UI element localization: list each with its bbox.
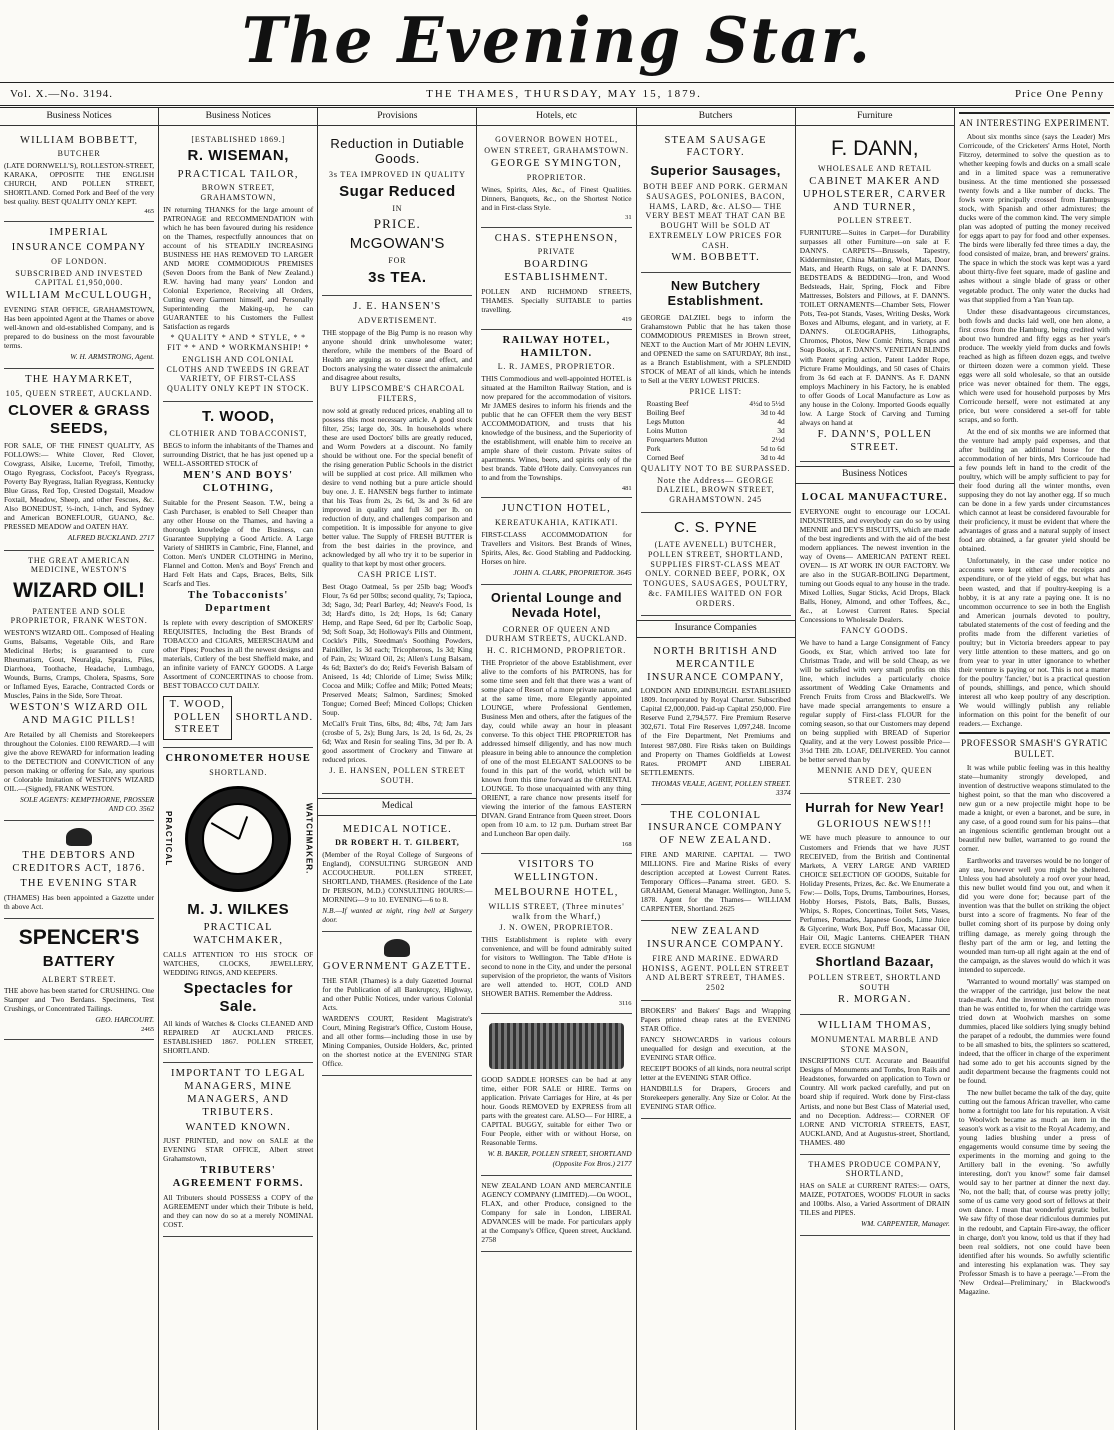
ad-headline: F. DANN,: [831, 136, 919, 160]
ad-title: VISITORS TO WELLINGTON.: [513, 859, 599, 884]
ad-title: THE COLONIAL INSURANCE COMPANY OF NEW ZEALAND.: [648, 809, 783, 847]
article-paragraph: Earthworks and traverses would be no longer of any use, however well you might be sheltered. Unless you had absolutely a roof over your head, this new bullet would find you out, and when it did you were done for; because part of the invention was that the bullet on striking the object burst into a score of fragments. No fear of the bullet coming short of its purpose by doing only trifling damage, as merely going through the fleshy part of the arm or leg, and letting the wounded man turn-up all right again at the end of the campaign, as the slaves would do which it was intended to supercede.: [958, 856, 1110, 974]
ad-title: STEAM SAUSAGE FACTORY.: [664, 134, 767, 159]
price-list-row: [647, 453, 785, 462]
ad-signature: GEO. HARCOURT.: [95, 1015, 155, 1025]
ad-subtitle: ADVERTISEMENT.: [357, 316, 437, 326]
ad-sign-right: SHORTLAND.: [235, 711, 314, 723]
ad-signature: W. B. BAKER, POLLEN STREET, SHORTLAND (Opposite Fox Bros.) 2177: [487, 1149, 632, 1168]
ad-body: (Member of the Royal College of Surgeons of England), CONSULTING SURGEON AND ACCOUCHEUR. POLLEN STREET, SHORTLAND, THAMES. (Residence of the Late Dr PERSON, M.D.) CONSULTING HOURS:— MORNING—9 to 10. EVENING—6 to 8.: [322, 850, 473, 905]
ad-title: NORTH BRITISH AND MERCANTILE INSURANCE COMPANY,: [647, 645, 785, 683]
ad-thames-produce: [800, 1155, 950, 1237]
ad-address: KEREATUKAHIA, KATIKATI.: [494, 518, 619, 528]
ad-body: FOR SALE, OF THE FINEST QUALITY, AS FOLLOWS:— White Clover, Red Clover, Cowgrass, Alsike, Lucerne, Trefoil, Timothy, Otago Ryegrass, Cocksfoot, Pacey's Ryegrass, Poverty Bay Ryegrass, Italian Ryegrass, Kentucky Blue Grass, Red Top, Crested Dogstail, Meadow Foxtail, Meadow, Sheep, and other Fescues, &c. Also BONEDUST, ½-inch, 1-inch, and Sydney and American BONEFLOUR, GUANO, &c. PRESSED MEADOW and OATEN HAY.: [4, 441, 155, 532]
ad-body: We have to hand a Large Consignment of Fancy Goods, ex Star, which arrived too late for Christmas Trade, and will be sold Cheap, as we will be satisfied with very small profits on this line, which includes a particularly choice assortment of Wedding Cake Ornaments and French Fruits from Cross and Blackwell's. We have made special arrangements to ensure a regular supply of First-class FLOUR for the coming season, so that our Customers may depend on being supplied with BREAD of Superior Quality, and at the very Lowest possible Price— 3½d THE 2lb. LOAF, DELIVERED. You cannot be better served than by: [799, 637, 950, 765]
ad-body: IN returning THANKS for the large amount of PATRONAGE and RECOMMENDATION with which he has been favoured during his residence on the Thames, respectfully announces that on account of his STEADILY INCREASING BUSINESS HE HAS REMOVED TO LARGER AND MORE COMMODIOUS PREMISES (Seven Doors from the Bank of New Zealand.) R.W. having had many years' London and Colonial Experience, Receiving all Orders, Cutting every Garment himself, and Personally Superintending the Making-up, he can GUARANTEE to his Customers the Fullest Satisfaction as regards: [163, 204, 314, 332]
price-list-row: [647, 399, 785, 408]
ad-subtitle: FANCY GOODS.: [841, 626, 909, 636]
ad-number: 419: [621, 315, 632, 323]
ad-sign: [163, 694, 313, 742]
ad-number: 31: [625, 213, 632, 221]
ad-f-dann: [800, 130, 950, 463]
ad-headline: CLOVER & GRASS SEEDS,: [8, 401, 151, 437]
ad-address: ALBERT STREET.: [41, 974, 117, 984]
ad-agent-name: WILLIAM McCULLOUGH,: [5, 290, 153, 302]
ad-body: Is replete with every description of SMOKERS' REQUISITES, Including the Best Brands of TOBACCO and CIGARS, MEERSCHAUM and other Pipes; Pouches in all the newest designs and materials, Cutlery of the best Sheffield make, and an infinite variety of FANCY GOODS. A Large Assortment of CONCERTINAS to choose from. BEST TOBACCO CUT DAILY.: [163, 617, 314, 690]
ad-address: BROWN STREET, GRAHAMSTOWN,: [200, 183, 276, 203]
column-heading: Provisions: [318, 108, 476, 126]
ad-address: WILLIS STREET, (Three minutes' walk from the Wharf,): [488, 901, 625, 921]
ad-body: FIRE AND MARINE. EDWARD HONISS, AGENT. POLLEN STREET AND ALBERT STREET, THAMES. 2502: [641, 953, 790, 993]
ad-title: IMPERIAL: [49, 227, 109, 239]
ad-body: BOTH BEEF AND PORK. GERMAN SAUSAGES, POLONIES, BACON, HAMS, LARD, &c. ALSO— THE VERY BEST MEAT THAT CAN BE BOUGHT Will be SOLD AT EXTREMELY LOW PRICES FOR CASH.: [643, 182, 789, 250]
article-paragraph: At the end of six months we are informed that the venture had amply paid expenses, and that after building an additional house for the accommodation of her birds, Mrs Corricoude had a few pounds left in hand to the credit of the poultry, which will be amply sufficient to pay for their food during all the winter months, even supposing they do not lay another egg. If so much can be done in a few yards under circumstances which cannot at least be considered favourable for their proficiency, it must be evident that where the advantages of grass and a natural supply of insect food are obtained, a far greater yield should be obtained.: [958, 426, 1110, 554]
ad-title: GOVERNOR BOWEN HOTEL,: [495, 134, 618, 144]
ad-body: BEGS to inform the inhabitants of the Thames and surrounding District, that he has just opened up a WELL-ASSORTED STOCK of: [163, 440, 314, 468]
ad-body: THE above has been started for CRUSHING. One Stamper and Two Berdans. Specimens, Test Crushings, or Concentrated Tailings.: [4, 986, 155, 1014]
section-heading: Medical: [318, 798, 476, 816]
column-heading: Business Notices: [0, 108, 158, 126]
ad-title: CHAS. STEPHENSON,: [494, 232, 619, 244]
ad-title: MEDICAL NOTICE.: [342, 823, 452, 835]
ad-body: All Tributers should POSSESS a COPY of the AGREEMENT under which their Tribute is held, and they can now do so at a merely NOMINAL COST.: [163, 1193, 314, 1230]
ad-headline: McGOWAN'S: [349, 234, 445, 252]
ad-filters: BUY LIPSCOMBE'S CHARCOAL FILTERS,: [330, 384, 465, 403]
ad-t-wood: [163, 402, 313, 748]
ad-body: WESTON'S WIZARD OIL. Composed of Healing Gums, Balsams, Vegetable Oils, and Rare Medicinal Herbs; is guaranteed to cure Rheumatism, Gout, Neuralgia, Sprains, Piles, Diarrhoea, Toothache, Headache, Lumbago, Wounds, Burns, Cramps, Cholera, Spasms, Sore or Inflamed Eyes, Earache, Contracted Cords or Muscles, Pains in the Side, Sore Throat.: [4, 628, 155, 701]
ad-stephenson: [481, 228, 631, 330]
price-list-row: [647, 444, 785, 453]
royal-crest-icon: [66, 828, 92, 846]
ad-subtitle: WANTED KNOWN.: [185, 1121, 291, 1133]
ad-body: FIRST-CLASS ACCOMMODATION for Travellers and Visitors. Best Brands of Wines, Spirits, Ales, &c. Good Stabling and Paddocking. Horses on hire.: [481, 529, 632, 567]
ad-governor-bowen-hotel: [481, 130, 631, 228]
ad-body: CALLS ATTENTION TO HIS STOCK OF WATCHES, CLOCKS, JEWELLERY, WEDDING RINGS, AND KEEPERS.: [163, 949, 314, 977]
ad-local-manufacture: [800, 487, 950, 794]
ad-signature: JOHN A. CLARK, PROPRIETOR. 3645: [513, 568, 632, 578]
ad-body: (LATE DORNWELL'S), ROLLESTON-STREET, KARAKA, OPPOSITE THE ENGLISH CHURCH, AND POLLEN STREET, SHORTLAND. Corned Pork and Beef of the very best quality. BEST QUALITY ONLY KEPT.: [4, 161, 155, 207]
ad-address: POLLEN STREET, SHORTLAND SOUTH: [808, 972, 942, 992]
price-item: Forequarters Mutton: [646, 434, 708, 444]
ad-subtitle: PRIVATE: [537, 247, 576, 257]
price-list-row: [647, 426, 785, 435]
ad-body: POLLEN AND RICHMOND STREETS, THAMES. Specially SUITABLE to parties travelling.: [481, 286, 632, 314]
column-heading: Butchers: [637, 108, 795, 126]
article-paragraph: 'Warranted to wound mortally' was stamped on the wrapper of the cartridge, just below the neat trade-mark. And the inventor did not claim more than he was entitled to, for when the cartridge was tried down at Woolwich marshes on some dummies, placed like soldiers lying snugly behind the parapet of a redoubt, the dummies were found to be all smashed to bits, the splinters so scattered, indeed, that the officer in charge of the experiment had some ado to get his accounts signed by the audit department because the fragments could not be found.: [958, 976, 1110, 1085]
price-value: 4d: [777, 416, 785, 426]
ad-title: NEW ZEALAND INSURANCE COMPANY.: [647, 926, 785, 951]
ad-medical-notice: [322, 819, 472, 933]
ad-headline: TRIBUTERS' AGREEMENT FORMS.: [172, 1165, 304, 1190]
ad-headline: C. S. PYNE: [673, 518, 758, 536]
ad-subtitle: PROPRIETOR.: [526, 172, 587, 182]
ad-subtitle: 3s TEA IMPROVED IN QUALITY: [329, 170, 466, 180]
royal-crest-icon: [384, 939, 410, 957]
ad-body: GEORGE DALZIEL begs to inform the Grahamstown Public that he has taken those COMMODIOUS PREMISES in Brown street, NEXT to the Auction Mart of Mr JOHN LEVIN, and OPENED the same on SATURDAY, 8th inst., as a Branch Establishment, with a SPLENDID STOCK of MEAT of all kinds, which he intends to Sell at the VERY LOWEST PRICES.: [640, 312, 791, 385]
price-list-row: [647, 408, 785, 417]
price-item: Pork: [646, 443, 661, 453]
column-6: [796, 108, 955, 1430]
ad-address: CORNER OF QUEEN AND DURHAM STREETS, AUCKLAND.: [485, 624, 628, 644]
ad-headline: Shortland Bazaar,: [815, 953, 934, 969]
column-heading: Business Notices: [159, 108, 317, 126]
ad-headline: MELBOURNE HOTEL,: [494, 887, 619, 899]
ad-number: 3116: [618, 1000, 632, 1008]
ad-proprietor: GEORGE SYMINGTON,: [490, 158, 623, 170]
ad-spencers-battery: [4, 919, 154, 1041]
ad-body: INSCRIPTIONS CUT. Accurate and Beautiful Designs of Monuments and Tombs, Iron Rails and Headstones, forwarded on application to Town or Country. All work packed carefully, and put on board ship if required. Work done by First-class Artists, and none but Best Class of Material used, and no Deception. Address:— CORNER OF LORNE AND VICTORIA STREETS, EAST, AUCKLAND, And at Augustus-street, Shortland, THAMES. 480: [799, 1056, 950, 1147]
price-value: 5d to 6d: [760, 443, 785, 453]
clock-icon: [185, 786, 291, 892]
ad-title: MEN'S AND BOYS' CLOTHING,: [183, 470, 294, 494]
ad-address: Note the Address— GEORGE DALZIEL, BROWN STREET, GRAHAMSTOWN. 245: [656, 475, 775, 505]
ad-tributers: [163, 1063, 313, 1237]
ad-subtitle: GLORIOUS NEWS!!!: [817, 818, 933, 830]
column-1: [0, 108, 159, 1430]
ad-headline: RAILWAY HOTEL, HAMILTON.: [502, 334, 611, 359]
ad-signature: F. DANN'S, POLLEN STREET.: [817, 428, 932, 453]
column-3: [318, 108, 477, 1430]
price-list-title: PRICE LIST:: [689, 386, 742, 396]
ad-price-list-title: CASH PRICE LIST.: [357, 570, 437, 580]
ad-headline: Sugar Reduced: [339, 183, 456, 201]
clock-illustration: [163, 780, 313, 898]
ad-body: JUST PRINTED, and now on SALE at the EVENING STAR OFFICE, Albert street Grahamstown,: [163, 1136, 314, 1164]
ad-body: LONDON AND EDINBURGH. ESTABLISHED 1809. Incorporated by Royal Charter. Subscribed Capital £2,000,000. Paid-up Capital 250,000. Fire Reserve Fund 2,794,577. Fire Premium Reserve 302,671. Total Fire Reserves 1,097,248. Income of the Fire Department, Net Premiums and Interest 987,080. Fire Risks taken on Buildings and Property on Thames Goldfields at Lowest Rates. PROMPT AND LIBERAL SETTLEMENTS.: [640, 686, 791, 777]
newspaper-title: The Evening Star.: [242, 4, 872, 78]
ad-body: All kinds of Watches & Clocks CLEANED AND REPAIRED AT AUCKLAND PRICES. ESTABLISHED 1867. POLLEN STREET, SHORTLAND.: [163, 1019, 314, 1056]
column-4: [477, 108, 636, 1430]
ad-colonial-insurance: [641, 805, 791, 922]
ad-signature: WM. CARPENTER, Manager.: [860, 1219, 950, 1229]
column-heading: Hotels, etc: [477, 108, 635, 126]
ad-body: HANDBILLS for Drapers, Grocers and Storekeepers generally. Any Size or Color. At the EVENING STAR Office.: [640, 1084, 791, 1112]
ad-signature: W. H. ARMSTRONG, Agent.: [70, 352, 155, 361]
ad-title: LOCAL MANUFACTURE.: [801, 491, 948, 503]
ad-body: NEW ZEALAND LOAN AND MERCANTILE AGENCY COMPANY (LIMITED).—On WOOL, FLAX, and other Produce, consigned to the Company for sale in London, LIBERAL ADVANCES will be made. For particulars apply at the Company's Office, Queen street, Auckland. 2758: [481, 1180, 632, 1244]
article-paragraph: About six months since (says the Leader) Mrs Corricoude, of the Cricketers' Arms Hotel, North Fitzroy, determined to solve the question as to whether keeping fowls and ducks on a small scale and in a limited space was a remunerative business. At the time mentioned she possessed twenty fowls and a like number of ducks. The fowls were principally crossed from Hamburgs stock, with Spanish and other admixtures; the ducks were of the common kind. The very simple plan was adopted of putting the money received for eggs apart to pay for food and other expenses. The birds were liberally fed three times a day, the food consisted of maize, bran, and brewers' grains. The space in which the stock was kept was a yard about thirty-five feet square, made of gasline and ashes without a single blade of grass or other vegetable product. The only water the ducks had was that supplied from a Yan Yean tap.: [958, 131, 1110, 304]
ad-imperial-insurance: [4, 222, 154, 369]
ad-body: GOOD SADDLE HORSES can be had at any time, either FOR SALE or HIRE. Terms on application. Private Carriages for Hire, at 4s per hour. Goods REMOVED by EXPRESS from all parts with the greatest care. ALSO— For HIRE, a CAPITAL BUGGY, suitable for either Two or Four People, either with or without Horse, on Reasonable Terms.: [481, 1075, 632, 1148]
ad-number: 168: [621, 840, 632, 848]
ad-shortland-bazaar: [800, 794, 950, 1015]
ad-title: WESTON'S WIZARD OIL AND MAGIC PILLS!: [9, 702, 149, 727]
ad-title: THAMES PRODUCE COMPANY, SHORTLAND,: [808, 1159, 942, 1179]
ad-doctor-name: DR ROBERT H. T. GILBERT,: [335, 838, 460, 848]
ad-subtitle: INSURANCE COMPANY: [11, 242, 147, 253]
ad-headline: M. J. WILKES: [187, 900, 290, 918]
article-paragraph: Unfortunately, in the case under notice no accounts were kept either of the receipts and expenditure, or of the yield of eggs, but what has been wasted, and that if poultry-keeping is a hobby, it is at any rate a paying one. It is no uncommon occurrence to see in both the English and American journals devoted to poultry, tabulated statements of the cost of feeding and the profits made from the different varieties of poultry; but in Victoria breeders appear to pay very little attention to these matters, and go on from year to year in utter ignorance to whether their venture is paying or not. This is not a matter for the poultry 'fancier,' but is a practical question of pounds, shillings, and pence, which should interest all who keep poultry of any description. We would willingly publish any reliable information on this point for the benefit of our readers.— Exchange.: [958, 556, 1110, 728]
ad-body: FIRE AND MARINE. CAPITAL — TWO MILLIONS. Fire and Marine Risks of every description accepted at Lowest Current Rates. Temporary Offices—Panama street. GEO. S. GRAHAM, General Manager. Wellington, June 5, 1878. Agent for the Thames— WILLIAM CARPENTER, Shortland. 2625: [640, 850, 791, 914]
ad-headline: Superior Sausages,: [650, 163, 781, 179]
ad-north-british: [641, 641, 791, 805]
volume-number: Vol. X.—No. 3194.: [10, 88, 113, 100]
ad-chronometer-house: [163, 748, 313, 1063]
price-value: 4½d to 5½d: [749, 398, 785, 408]
ad-in: IN: [392, 204, 403, 214]
ad-body: THE stoppage of the Big Pump is no reason why anyone should drink unwholesome water; therefore, while the members of the Board of Health are arguing as to cause and effect, and Doctors analysing the water dissect the animalcule and disagree about results,: [322, 327, 473, 382]
ad-body: EVENING STAR OFFICE, GRAHAMSTOWN, Has been appointed Agent at the Thames or above well-known and old-established Company, and is prepared to do business on the most favourable terms.: [4, 304, 155, 350]
ad-william-thomas: [800, 1015, 950, 1155]
ad-subtitle: BATTERY: [42, 953, 116, 971]
ad-place: OF LONDON.: [51, 256, 108, 266]
price-value: 2½d: [771, 434, 785, 444]
page-columns: [0, 108, 1114, 1430]
ad-headline: Spectacles for Sale.: [183, 979, 293, 1015]
ad-subtitle: THE EVENING STAR: [20, 877, 138, 889]
ad-signature: ALFRED BUCKLAND. 2717: [67, 533, 155, 543]
column-7: [955, 108, 1114, 1430]
ad-quality: QUALITY NOT TO BE SURPASSED.: [641, 463, 791, 473]
ad-headline: WIZARD OIL!: [13, 579, 145, 603]
ad-signature: R. MORGAN.: [837, 994, 912, 1006]
ad-wiseman-tailor: [163, 130, 313, 402]
ad-body: FANCY SHOWCARDS in various colours unequalled for design and execution, at the EVENING STAR Office.: [640, 1034, 791, 1063]
coach-illustration-icon: [489, 1023, 624, 1069]
ad-bobbett: [4, 130, 154, 223]
ad-body: Suitable for the Present Season. T.W., being a Cash Purchaser, is enabled to Sell Cheaper than any other House on the Thames, and having a thorough knowledge of the Business, can Guarantee Supplying a Good Article. A Large Variety of SHIRTS in Cambric, Fine, Flannel, and Cotton. Men's UNDER CLOTHING in Merino, Flannel and Cotton. Men's and Boys' French and Hard Felt Hats and Caps, Braces, Belts, Silk Scarfs and Ties.: [163, 497, 314, 588]
ad-address: POLLEN STREET.: [837, 216, 913, 226]
ad-number: 481: [621, 484, 632, 492]
price-value: 3d to 4d: [760, 452, 785, 462]
ad-title: J. E. HANSEN'S: [353, 301, 442, 313]
price-item: Corned Beef: [646, 452, 685, 462]
ad-title: CHRONOMETER HOUSE: [165, 753, 311, 765]
ad-signature: WM. BOBBETT.: [671, 252, 760, 264]
ad-saddle-horses: [481, 1014, 631, 1175]
ad-capital: SUBSCRIBED AND INVESTED CAPITAL £1,950,000.: [15, 268, 143, 288]
price-list-row: [647, 417, 785, 426]
ad-address: 105, QUEEN STREET, AUCKLAND.: [5, 388, 153, 398]
ad-title: PRACTICAL TAILOR,: [177, 168, 299, 180]
ad-oriental-lounge: [481, 585, 631, 854]
ad-body: RECEIPT BOOKS of all kinds, nora neutral script letter at the EVENING STAR Office.: [640, 1064, 791, 1083]
column-5: [637, 108, 796, 1430]
ad-nz-loan: [481, 1176, 631, 1252]
ad-title: JUNCTION HOTEL,: [501, 503, 611, 515]
ad-nz-insurance: [641, 921, 791, 1001]
masthead: [0, 0, 1114, 83]
price: Price One Penny: [1015, 88, 1104, 100]
ad-number: 2465: [141, 1026, 155, 1034]
ad-note: N.B.—If wanted at night, ring bell at Surgery door.: [322, 906, 473, 925]
column-heading: Furniture: [796, 108, 954, 126]
ad-address: OWEN STREET, GRAHAMSTOWN.: [484, 146, 629, 156]
ad-proprietor: J. N. OWEN, PROPRIETOR.: [499, 923, 614, 933]
ad-for: FOR: [388, 256, 407, 266]
ad-signature: SOLE AGENTS: KEMPTHORNE, PROSSER AND CO. 3562: [20, 795, 155, 814]
ad-title: WILLIAM BOBBETT,: [19, 134, 139, 146]
clock-label-right: WATCHMAKER.: [304, 803, 314, 875]
ad-steam-sausage: [641, 130, 791, 274]
ad-title: CABINET MAKER AND UPHOLSTERER, CARVER AND TURNER,: [802, 175, 947, 213]
price-item: Legs Mutton: [646, 416, 685, 426]
ad-title: IMPORTANT TO LEGAL MANAGERS, MINE MANAGERS, AND TRIBUTERS.: [170, 1068, 306, 1118]
ad-body: Are Retailed by all Chemists and Storekeepers throughout the Colonies. £100 REWARD.—I will give the above REWARD for information leading to the DETECTION and CONVICTION of any person making or offering for Sale, any spurious or Colorable Imitation of WESTON'S WIZARD OIL.—(Signed), FRANK WESTON.: [4, 729, 155, 794]
price-item: Boiling Beef: [646, 407, 685, 417]
ad-body: (THAMES) Has been appointed a Gazette under th above Act.: [4, 892, 155, 911]
ad-headline: Hurrah for New Year!: [805, 799, 945, 815]
ad-body: THE STAR (Thames) is a duly Gazetted Journal for the Publication of all Bankruptcy, Highway, and other Public Notices, under various Colonial Acts.: [322, 976, 473, 1013]
ad-quality-line: * QUALITY * AND * STYLE, * * FIT * * AND * WORKMANSHIP! *: [167, 333, 310, 353]
ad-headline: SPENCER'S: [18, 925, 140, 949]
ad-debtors-act: [4, 821, 154, 918]
ad-new-butchery: [641, 273, 791, 513]
ad-price: PRICE.: [373, 216, 421, 232]
ad-body: THIS Commodious and well-appointed HOTEL is situated at the Hamilton Railway Station, and is now prepared for the accommodation of visitors. Mr JAMES desires to inform his friends and the public that he can OFFER them the very BEST ACCOMMODATION, and trusts that his knowledge of the business, and the Superiority of the establishment, will enable him to receive an ample share of their custom. Private suites of apartments. Wines, beers, and spirits only of the best brands. Table d'Hote daily. Conveyances run to and from the Townships.: [481, 374, 632, 483]
ad-place: SHORTLAND.: [209, 767, 268, 777]
ad-junction-hotel: [481, 498, 631, 585]
ad-headline: 3s TEA.: [368, 269, 427, 286]
article-paragraph: Under these disadvantageous circumstances, both fowls and ducks laid well, one hen alone, a first cross from the Hamburg, being credited with about two hundred and fifty eggs as her year's produce. The weekly yield from ducks and fowls reached as high as fifteen dozen eggs, and twelve or thirteen dozen were a common yield. These eggs were all sold wholesale, so that an outside price was never obtained for them. The eggs, which were used for household purposes by Mrs Corricoude herself, were not estimated at any price, but were considered a set-off for table scraps, and so forth.: [958, 306, 1110, 424]
article-paragraph: The new bullet became the talk of the day, quite cutting out the famous African traveller, who came home a fortnight too late for his reputation. A visit to Woolwich became as much an item in the season's work as a visit to the Royal Academy, and young ladies blushing under a press of engagements would consume time by seeing the experiments in the morning and going to the Artillery ball in the evening. 'So awfully interesting, don't you know!' some fair damsel would say to her partner at dinner the next day. 'No, not the ball; that, of course was pretty jolly; some of us came very good sort of fellows at their own dance. I mean that wonderful gyratic bullet. We saw fifty of those dear ridiculous dummies put in the redoubt, and Captain Fire-away, the officer in charge, don't you know, told us that if they had been real soldiers, not one could have been identified after his wounds. So awfully scientific and interesting his explanation was. They say Professor Smash is to have a peerage.'—From the 'New Ordeal—Preliminary,' in Blackwood's Magazine.: [958, 1088, 1110, 1296]
ad-haymarket: [4, 369, 154, 550]
ad-signature: THOMAS VEALE, AGENT, POLLEN STREET. 3374: [651, 778, 791, 797]
article-paragraph: It was while public feeling was in this healthy state—humanity strongly developed, and invention of destructive weapons stimulated to the highest point, so that the man who discovered a new gun or a new projectile might hope to be made a knight, or even a baronet, and be sure, in any case, of a good round sum for his pains—that an ingenious scientific gentleman brought out a beautiful new bullet, warranted to go round the corner.: [958, 762, 1110, 854]
ad-body: BROKERS' and Bakers' Bags and Wrapping Papers printed cheap rates at the EVENING STAR Office.: [640, 1005, 791, 1033]
ad-body: (LATE AVENELL) BUTCHER, POLLEN STREET, SHORTLAND, SUPPLIES FIRST-CLASS MEAT ONLY. CORNED BEEF, PORK, OX TONGUES, SAUSAGES, POULTRY, &c. FAMILIES WAITED ON FOR ORDERS.: [643, 540, 789, 608]
ad-subtitle: MONUMENTAL MARBLE AND STONE MASON,: [810, 1034, 939, 1054]
ad-body: FURNITURE—Suites in Carpet—for Durability surpasses all other Furniture—on sale at F. DANN'S. CARPETS—Brussels, Tapestry, Kidderminster, China Matting, Wool Mats, Door Mats, and Hearth Rugs, on sale at F. DANN'S. BEDSTEADS & BEDDING—Iron, and Wood Bedsteads, Hair, Spring, Flock and Fibre Mattresses, Bolsters and Pillows, at F. DANN'S. TOILET ORNAMENTS—Chamber Sets, Flower Pots, Tea-pot Stands, Vases, Writing Desks, Work Boxes and Albums, elegant, and in variety, at F. DANN'S. OLEOGRAPHS, Lithographs, Chromos, Photos, New Comic Prints, Scraps and Soap Books, at F. DANN'S. VENETIAN BLINDS with Patent spring action, Patent Ladder Rope, Picture Frame Mouldings, and 50 cases of Chairs from 3s 6d each at F. DANN'S. As F. DANN employs Machinery in his Factory, he is enabled to offer Goods of Local Manufacture as Low as any house in the Colony. Imported Goods equally low. A Large Stock of Carving and Turning always on hand at: [799, 228, 950, 427]
ad-subtitle: PATENTEE AND SOLE PROPRIETOR, FRANK WESTON.: [10, 606, 148, 626]
ad-headline: Oriental Lounge and Nevada Hotel,: [490, 591, 623, 621]
ad-title: GOVERNMENT GAZETTE.: [323, 961, 472, 973]
ad-established: [ESTABLISHED 1869.]: [191, 134, 286, 144]
clock-label-left: PRACTICAL: [163, 811, 173, 867]
ad-title: PRACTICAL WATCHMAKER,: [193, 921, 284, 946]
price-value: 3d to 4d: [760, 407, 785, 417]
ad-proprietor: L. R. JAMES, PROPRIETOR.: [497, 362, 616, 372]
ad-railway-hotel: [481, 330, 631, 499]
ad-body: THE Proprietor of the above Establishment, ever alive to the comforts of his PATRONS, has for some time seen and felt that there was a want of some place of Resort of a more private nature, and at the same time, more Elegantly appointed LOUNGE, where Professional Gentlemen, Business Men and others, after the fatigues of the day, could while away an hour in pleasant converse. To this object THE PROPRIETOR has addressed himself diligently, and has now much pleasure in being able to announce the completion of one of the most ELEGANT SALOONS to be found in this part of the world, which will be known from this time forward as the ORIENTAL LOUNGE. To those unacquainted with any thing ORIENT, a rare chance now presents itself for viewing the interior of the famous EASTERN DIVAN. Grand Entrance from Queen street. Doors open from 10 a.m. to 12 p.m. Durham street Bar and Luncheon Bar open daily.: [481, 657, 632, 839]
ad-subtitle: WHOLESALE AND RETAIL: [817, 164, 932, 174]
ad-wizard-oil: [4, 551, 154, 822]
ad-body: McCall's Fruit Tins, 6lbs, 8d; 4lbs, 7d; Jam Jars (crosbe of 5, 2s); Bung Jars, 1s 2d, 1s 6d, 2s, 2s 6d; Wax and Resin for sealing Tins, 3d per lb. A good assortment of Crockery and Tinware at reduced prices.: [322, 719, 473, 765]
ad-body: EVERYONE ought to encourage our LOCAL INDUSTRIES, and everybody can do so by using MENNIE and DEY'S BISCUITS, which are made of the best ingredients and with the aid of the best modern appliances. The newest invention in the way of Ovens— AMERICAN PATENT REEL OVEN— IS AT WORK IN OUR FACTORY. We are also in the SUGAR-BOILING Department, turning out Goods equal to any house in the trade. Mixed Lollies, Sugar Sticks, Acid Drops, Black Balls, Honey, Almond, and other Toffees, &c., &c., at Lowest Current Rates. Special Concessions to Wholesale Dealers.: [799, 506, 950, 625]
ad-body: WE have much pleasure to announce to our Customers and Friends that we have JUST RECEIVED, from the British and Continental Markets, A VERY LARGE AND VARIED CHOICE SELECTION OF GOODS, Suitable for Holiday Presents, Prizes, &c. &c. We Enumerate a Few:— Dolls, Tops, Drums, Tambourines, Horses, Hobby Horses, Pistols, Bats, Balls, Busses, Whips, S. Ropes, Concertinas, Toilet Sets, Vases, Perfumes, Pomades, Japanese Goods, Lime Juice & Glycerine, Work Box, Puff Box, Macassar Oil, Hair Oil, Magic Lanterns. CHEAPER THAN EVER. ECCE SIGNUM!: [799, 833, 950, 951]
ad-headline: BOARDING ESTABLISHMENT.: [504, 259, 609, 283]
ad-headline: New Butchery Establishment.: [667, 279, 764, 309]
price-value: 3d: [777, 425, 785, 435]
section-heading: Business Notices: [796, 466, 954, 484]
ad-body: ENGLISH AND COLONIAL CLOTHS AND TWEEDS IN GREAT VARIETY, OF FIRST-CLASS QUALITY ONLY KEPT IN STOCK.: [166, 354, 310, 394]
ad-hansen: [322, 296, 472, 794]
ad-number: 465: [144, 208, 155, 216]
ad-body: THIS Establishment is replete with every convenience, and will be found admirably suited for visitors to Wellington. The Table d'Hote is second to none in the City, and under the personal supervision of the proprietor, the wants of Visitors are well attended to. HOT, COLD AND SHOWER BATHS. Remember the Address.: [481, 935, 632, 999]
ad-mcgowans-tea: [322, 130, 472, 297]
ad-headline: Reduction in Dutiable Goods.: [330, 135, 465, 167]
ad-title: The Tobacconists' Department: [187, 589, 289, 614]
ad-proprietor: H. C. RICHMOND, PROPRIETOR.: [486, 646, 626, 656]
ad-intro: THE GREAT AMERICAN MEDICINE, WESTON'S: [28, 555, 130, 575]
column-2: [159, 108, 318, 1430]
ad-subtitle: CLOTHIER AND TOBACCONIST,: [169, 429, 307, 439]
article-title: PROFESSOR SMASH'S GYRATIC BULLET.: [959, 732, 1110, 760]
ad-pyne: [641, 513, 791, 617]
ad-headline: T. WOOD,: [202, 407, 275, 425]
ad-title: THE DEBTORS AND CREDITORS ACT, 1876.: [12, 850, 146, 875]
ad-signature: MENNIE AND DEY, QUEEN STREET. 230: [817, 766, 933, 786]
dateline: [0, 83, 1114, 108]
price-list-row: [647, 435, 785, 444]
ad-subtitle: BUTCHER: [57, 149, 101, 159]
place-date: THE THAMES, THURSDAY, MAY 15, 1879.: [426, 88, 702, 100]
ad-sign-left: T. WOOD, POLLEN STREET: [163, 696, 232, 740]
ad-signature: J. E. HANSEN, POLLEN STREET SOUTH.: [329, 766, 466, 786]
ad-government-gazette: [322, 932, 472, 1076]
ad-title: THE HAYMARKET,: [25, 374, 133, 386]
article-title: AN INTERESTING EXPERIMENT.: [959, 112, 1110, 129]
ad-title: WILLIAM THOMAS,: [817, 1020, 932, 1032]
price-item: Roasting Beef: [646, 398, 689, 408]
ad-body: now sold at greatly reduced prices, enabling all to possess this most necessary article. A good stock filter, 25s; large do, 30s. In households where these are used Doctors' bills are greatly reduced, and Worm Powders at a discount. No family should be without one. For the special benefit of the rising generation Public Schools in the district will be supplied at cost price. All milkmen who desire to vend nothing but a pure article should buy one. J. E. HANSEN begs further to intimate that his Teas from 2s, 2s 6d, 3s and 3s 6d are improved in quality and full 3d per lb. on reduction of duty, and challenges comparison and competition. It is impossible for anyone to give better value. The Supply of FRESH BUTTER is from the best dairies in the province, and acknowledged by all who try it to be superior in quality to that kept by most other grocers.: [322, 405, 473, 569]
ad-melbourne-hotel: [481, 854, 631, 1014]
ad-body: HAS on SALE at CURRENT RATES:— OATS, MAIZE, POTATOES, WOODS' FLOUR in sacks and 100lbs. Also, a Varied Assortment of DRAIN TILES and PIPES.: [799, 1181, 950, 1218]
price-item: Loins Mutton: [646, 425, 688, 435]
ad-price-list: Best Otago Oatmeal, 5s per 25lb bag; Wood's Flour, 7s 6d per 50lbs; second quality, 7s; Tapioca, 3d; Sago, 3d; Pearl Barley, 4d; Neave's Food, 1s 3d; Hard's ditto, 1s 2d; Hops, 1s 6d; Canary Hemp, and Rape Seed, 6d per lb; Carbolic Soap, 9d; Soft Soap, 3d; Holloway's Pills and Ointment, Cockle's Pills, Steedman's Soothing Powders, Painkiller, 1s 3d each; Tricopherous, 1s 3d; King of Pain, 2s; Wizard Oil, 2s; Allen's Lung Balsam, 4s 6d; Baxter's do do; Reid's Feverish Balsam of Aniseed, 1s 4d; Chloride of Lime; Swiss Milk; Cocoa and Milk; Coffee and Milk; Potted Meats; Preserved Meats; Salmon, Sardines; Smoked Tongue; Corned Beef; Minced Collops; Chicken Soup.: [322, 581, 473, 718]
ad-body: Wines, Spirits, Ales, &c., of Finest Qualities. Dinners, Banquets, &c., on the Shortest Notice and in First-class Style.: [481, 184, 632, 212]
ad-headline: R. WISEMAN,: [187, 147, 289, 165]
ad-body: WARDEN'S COURT, Resident Magistrate's Court, Mining Registrar's Office, Custom House, and all other forms—including those in use by Mining Companies, Outside Holders, &c, printed on the shortest notice at the EVENING STAR Office.: [322, 1014, 473, 1069]
section-heading: Insurance Companies: [637, 620, 795, 638]
ad-printing-services: [641, 1001, 791, 1119]
price-list: [647, 399, 785, 462]
